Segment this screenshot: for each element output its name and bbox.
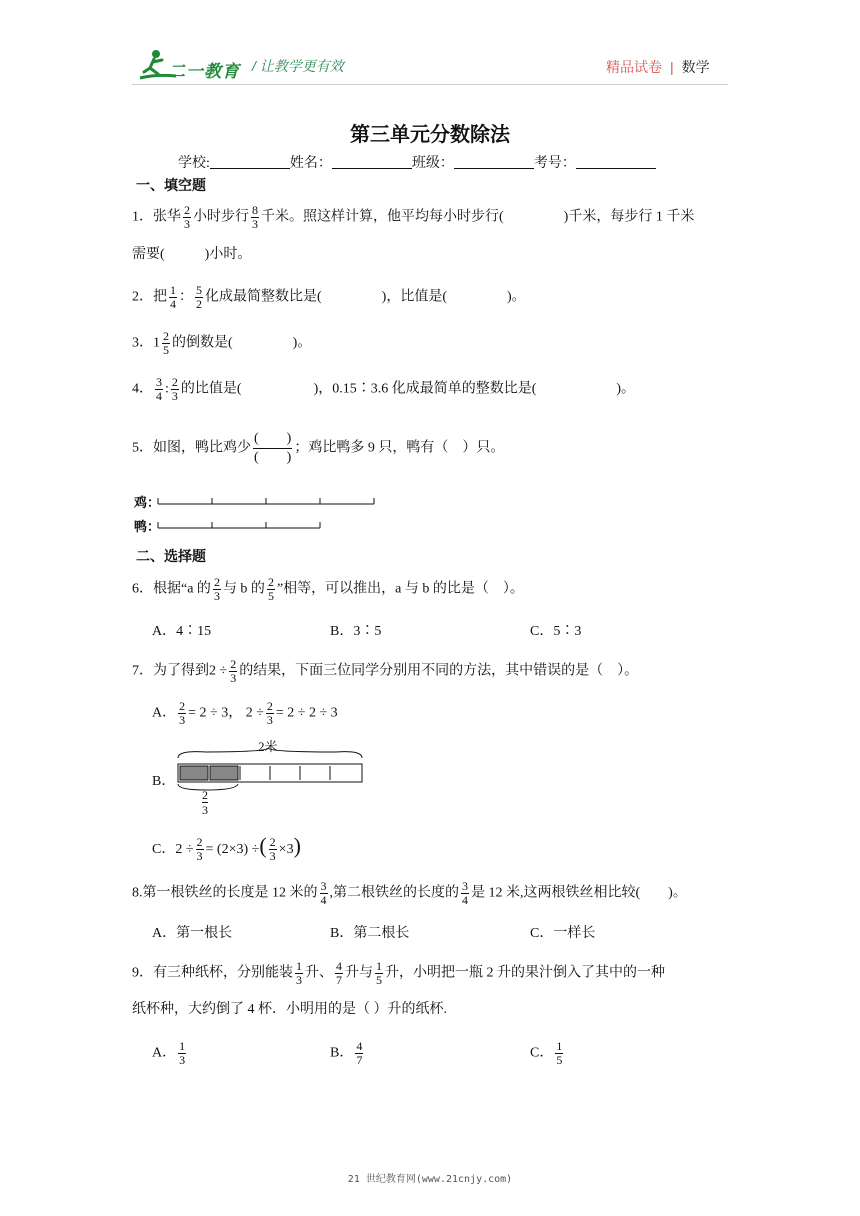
question-1-line-1: 1．张华 $\frac{2}{3}$ 小时步行 $\frac{8}{3}$ 千米。照这样计算，他平均每小时步行( )千米，每步行 1 千米 [132,203,695,231]
question-6: 6．根据“a 的 $\frac{2}{3}$ 与 b 的 $\frac{2}{5}$ ”相等，可以推出，a 与 b 的比是（ ）。 [132,575,524,603]
q9-option-a[interactable]: A． $\frac{1}{3}$ [152,1039,186,1067]
question-9-line-2: 纸杯种，大约倒了 4 杯．小明用的是（ ）升的纸杯. [132,1002,447,1017]
q8-option-a[interactable]: A．第一根长 [152,926,233,941]
school-blank[interactable] [210,154,290,169]
school-label: 学校: [178,156,210,171]
section-heading-choice: 二、选择题 [136,549,206,565]
q6-option-c[interactable]: C．5∶3 [530,624,582,639]
q9-option-c[interactable]: C． $\frac{1}{5}$ [530,1039,563,1067]
segment-bar-diagram [156,490,386,536]
q6-option-a[interactable]: A．4∶15 [152,624,212,639]
name-label: 姓名： [289,156,332,171]
q9-option-b[interactable]: B． $\frac{4}{7}$ [330,1039,363,1067]
q8-option-c[interactable]: C．一样长 [530,926,596,941]
question-9-line-1: 9．有三种纸杯，分别能装 $\frac{1}{3}$ 升、 $\frac{4}{7}$ 升与 $\frac{1}{5}$ 升，小明把一瓶 2 升的果汁倒入了其中的一种 [132,959,665,987]
question-8: 8.第一根铁丝的长度是 12 米的 $\frac{3}{4}$ ,第二根铁丝的长度的 $\frac{3}{4}$ 是 12 米,这两根铁丝相比较( )。 [132,879,687,907]
name-blank[interactable] [332,154,412,169]
question-3: 3．1 $\frac{2}{5}$ 的倒数是( )。 [132,329,312,357]
section-heading-fill: 一、填空题 [136,178,206,194]
logo-text: 二一教育 [168,62,240,81]
q7-option-a[interactable]: A． $\frac{2}{3}$ = 2 ÷ 3， 2 ÷ $\frac{2}{3}$ = 2 ÷ 2 ÷ 3 [152,699,338,727]
slogan: / 让教学更有效 [252,58,344,74]
duck-label: 鸭： [134,520,161,535]
q7-b-two-meter-label: 2米 [258,739,278,754]
class-label: 班级： [411,156,454,171]
q7-option-b-label[interactable]: B． [152,774,176,789]
page-footer: 21 世纪教育网(www.21cnjy.com) [347,1174,513,1185]
question-1-line-2: 需要( )小时。 [132,247,252,262]
q7-b-fraction: 2 3 [202,788,208,817]
chicken-label: 鸡： [134,496,161,511]
page-title: 第三单元分数除法 [350,122,510,146]
header-right [606,57,710,77]
q6-option-b[interactable]: B．3∶5 [330,624,382,639]
class-blank[interactable] [454,154,534,169]
header-separator: | [670,59,674,75]
question-4: 4． $\frac{3}{4}$ : $\frac{2}{3}$ 的比值是( )，0.15∶3.6 化成最简单的整数比是( )。 [132,375,636,403]
number-label: 考号： [533,156,576,171]
question-2: 2．把 $\frac{1}{4}$ ： $\frac{5}{2}$ 化成最简整数比是( )，比值是( )。 [132,283,526,311]
header-divider [132,84,728,85]
header-subject: 数学 [681,59,710,75]
question-7: 7．为了得到2 ÷ $\frac{2}{3}$ 的结果，下面三位同学分别用不同的方法，其中错误的是（ ）。 [132,657,639,685]
q7-option-c[interactable]: C．2 ÷ $\frac{2}{3}$ = (2×3) ÷( $\frac{2}{3}$ ×3) [152,833,301,864]
number-blank[interactable] [576,154,656,169]
student-info [178,152,656,172]
header-category: 精品试卷 [606,59,662,75]
question-5: 5．如图，鸭比鸡少 $\frac{( )}{( )}$ ；鸡比鸭多 9 只，鸭有（ ）只。 [132,431,505,465]
q8-option-b[interactable]: B．第二根长 [330,926,410,941]
